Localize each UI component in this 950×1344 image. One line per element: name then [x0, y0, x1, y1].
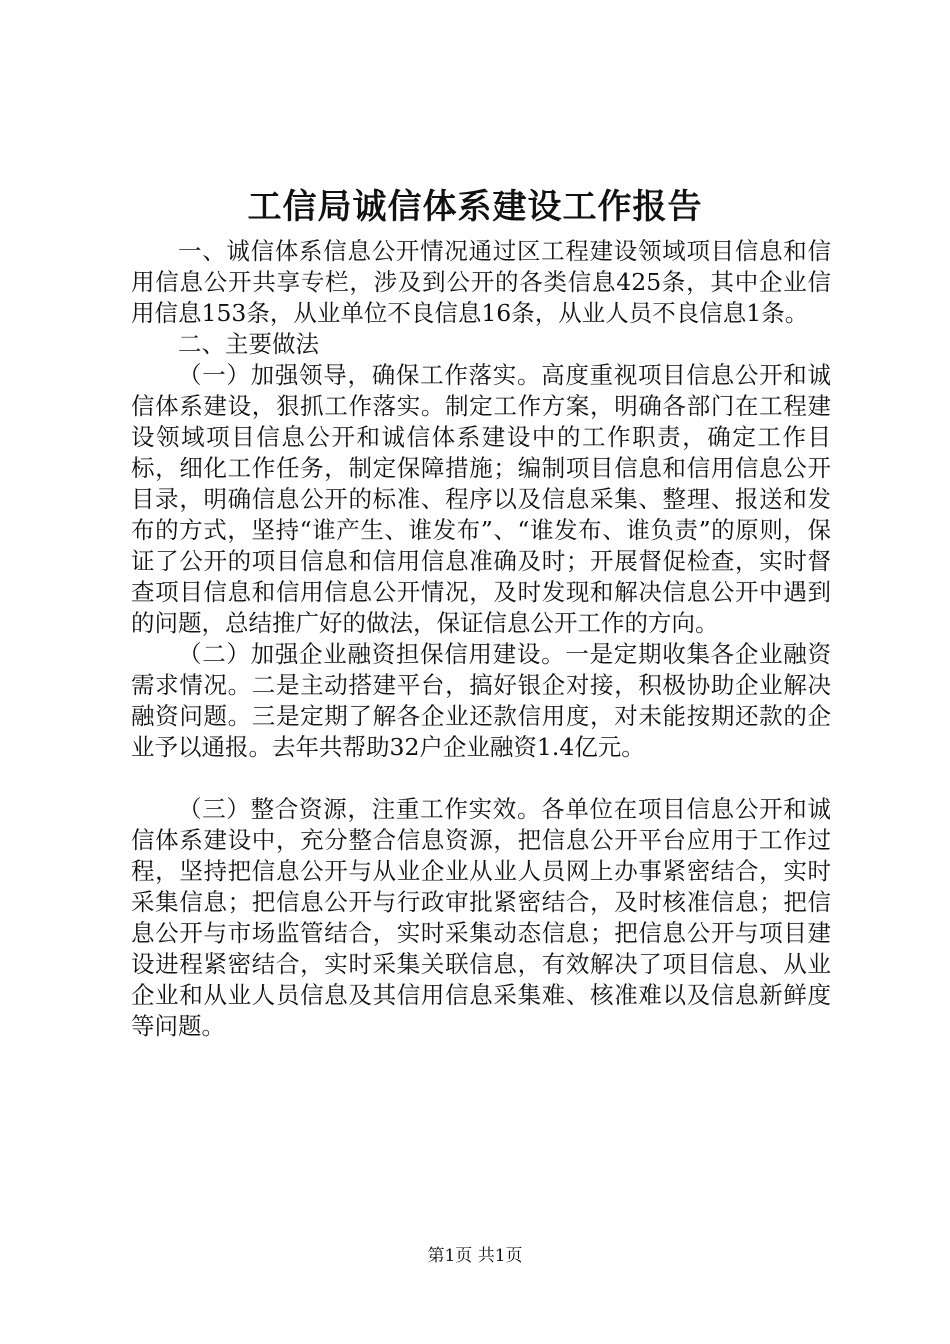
paragraph-section-1: 一、诚信体系信息公开情况通过区工程建设领域项目信息和信用信息公开共享专栏，涉及到公开的各类信息425条，其中企业信用信息153条，从业单位不良信息16条，从业人员不良信息1条。 [131, 237, 831, 327]
paragraph-subsection-3: （三）整合资源，注重工作实效。各单位在项目信息公开和诚信体系建设中，充分整合信息资源，把信息公开平台应用于工作过程，坚持把信息公开与从业企业从业人员网上办事紧密结合，实时采集信息；把信息公开与行政审批紧密结合，及时核准信息；把信息公开与市场监管结合，实时采集动态信息；把信息公开与项目建设进程紧密结合，实时采集关联信息，有效解决了项目信息、从业企业和从业人员信息及其信用信息采集难、核准难以及信息新鲜度等问题。 [131, 795, 831, 1040]
document-title: 工信局诚信体系建设工作报告 [247, 187, 703, 227]
heading-main-practices: 二、主要做法 [178, 330, 319, 358]
document-body [131, 236, 831, 1042]
paragraph-subsection-2: （二）加强企业融资担保信用建设。一是定期收集各企业融资需求情况。二是主动搭建平台，搞好银企对接，积极协助企业解决融资问题。三是定期了解各企业还款信用度，对未能按期还款的企业予以通报。去年共帮助32户企业融资1.4亿元。 [131, 640, 831, 761]
paragraph-subsection-1: （一）加强领导，确保工作落实。高度重视项目信息公开和诚信体系建设，狠抓工作落实。制定工作方案，明确各部门在工程建设领域项目信息公开和诚信体系建设中的工作职责，确定工作目标，细化工作任务，制定保障措施；编制项目信息和信用信息公开目录，明确信息公开的标准、程序以及信息采集、整理、报送和发布的方式，坚持“谁产生、谁发布”、“谁发布、谁负责”的原则，保证了公开的项目信息和信用信息准确及时；开展督促检查，实时督查项目信息和信用信息公开情况，及时发现和解决信息公开中遇到的问题，总结推广好的做法，保证信息公开工作的方向。 [131, 361, 831, 637]
page-number-footer: 第1页 共1页 [427, 1246, 523, 1266]
